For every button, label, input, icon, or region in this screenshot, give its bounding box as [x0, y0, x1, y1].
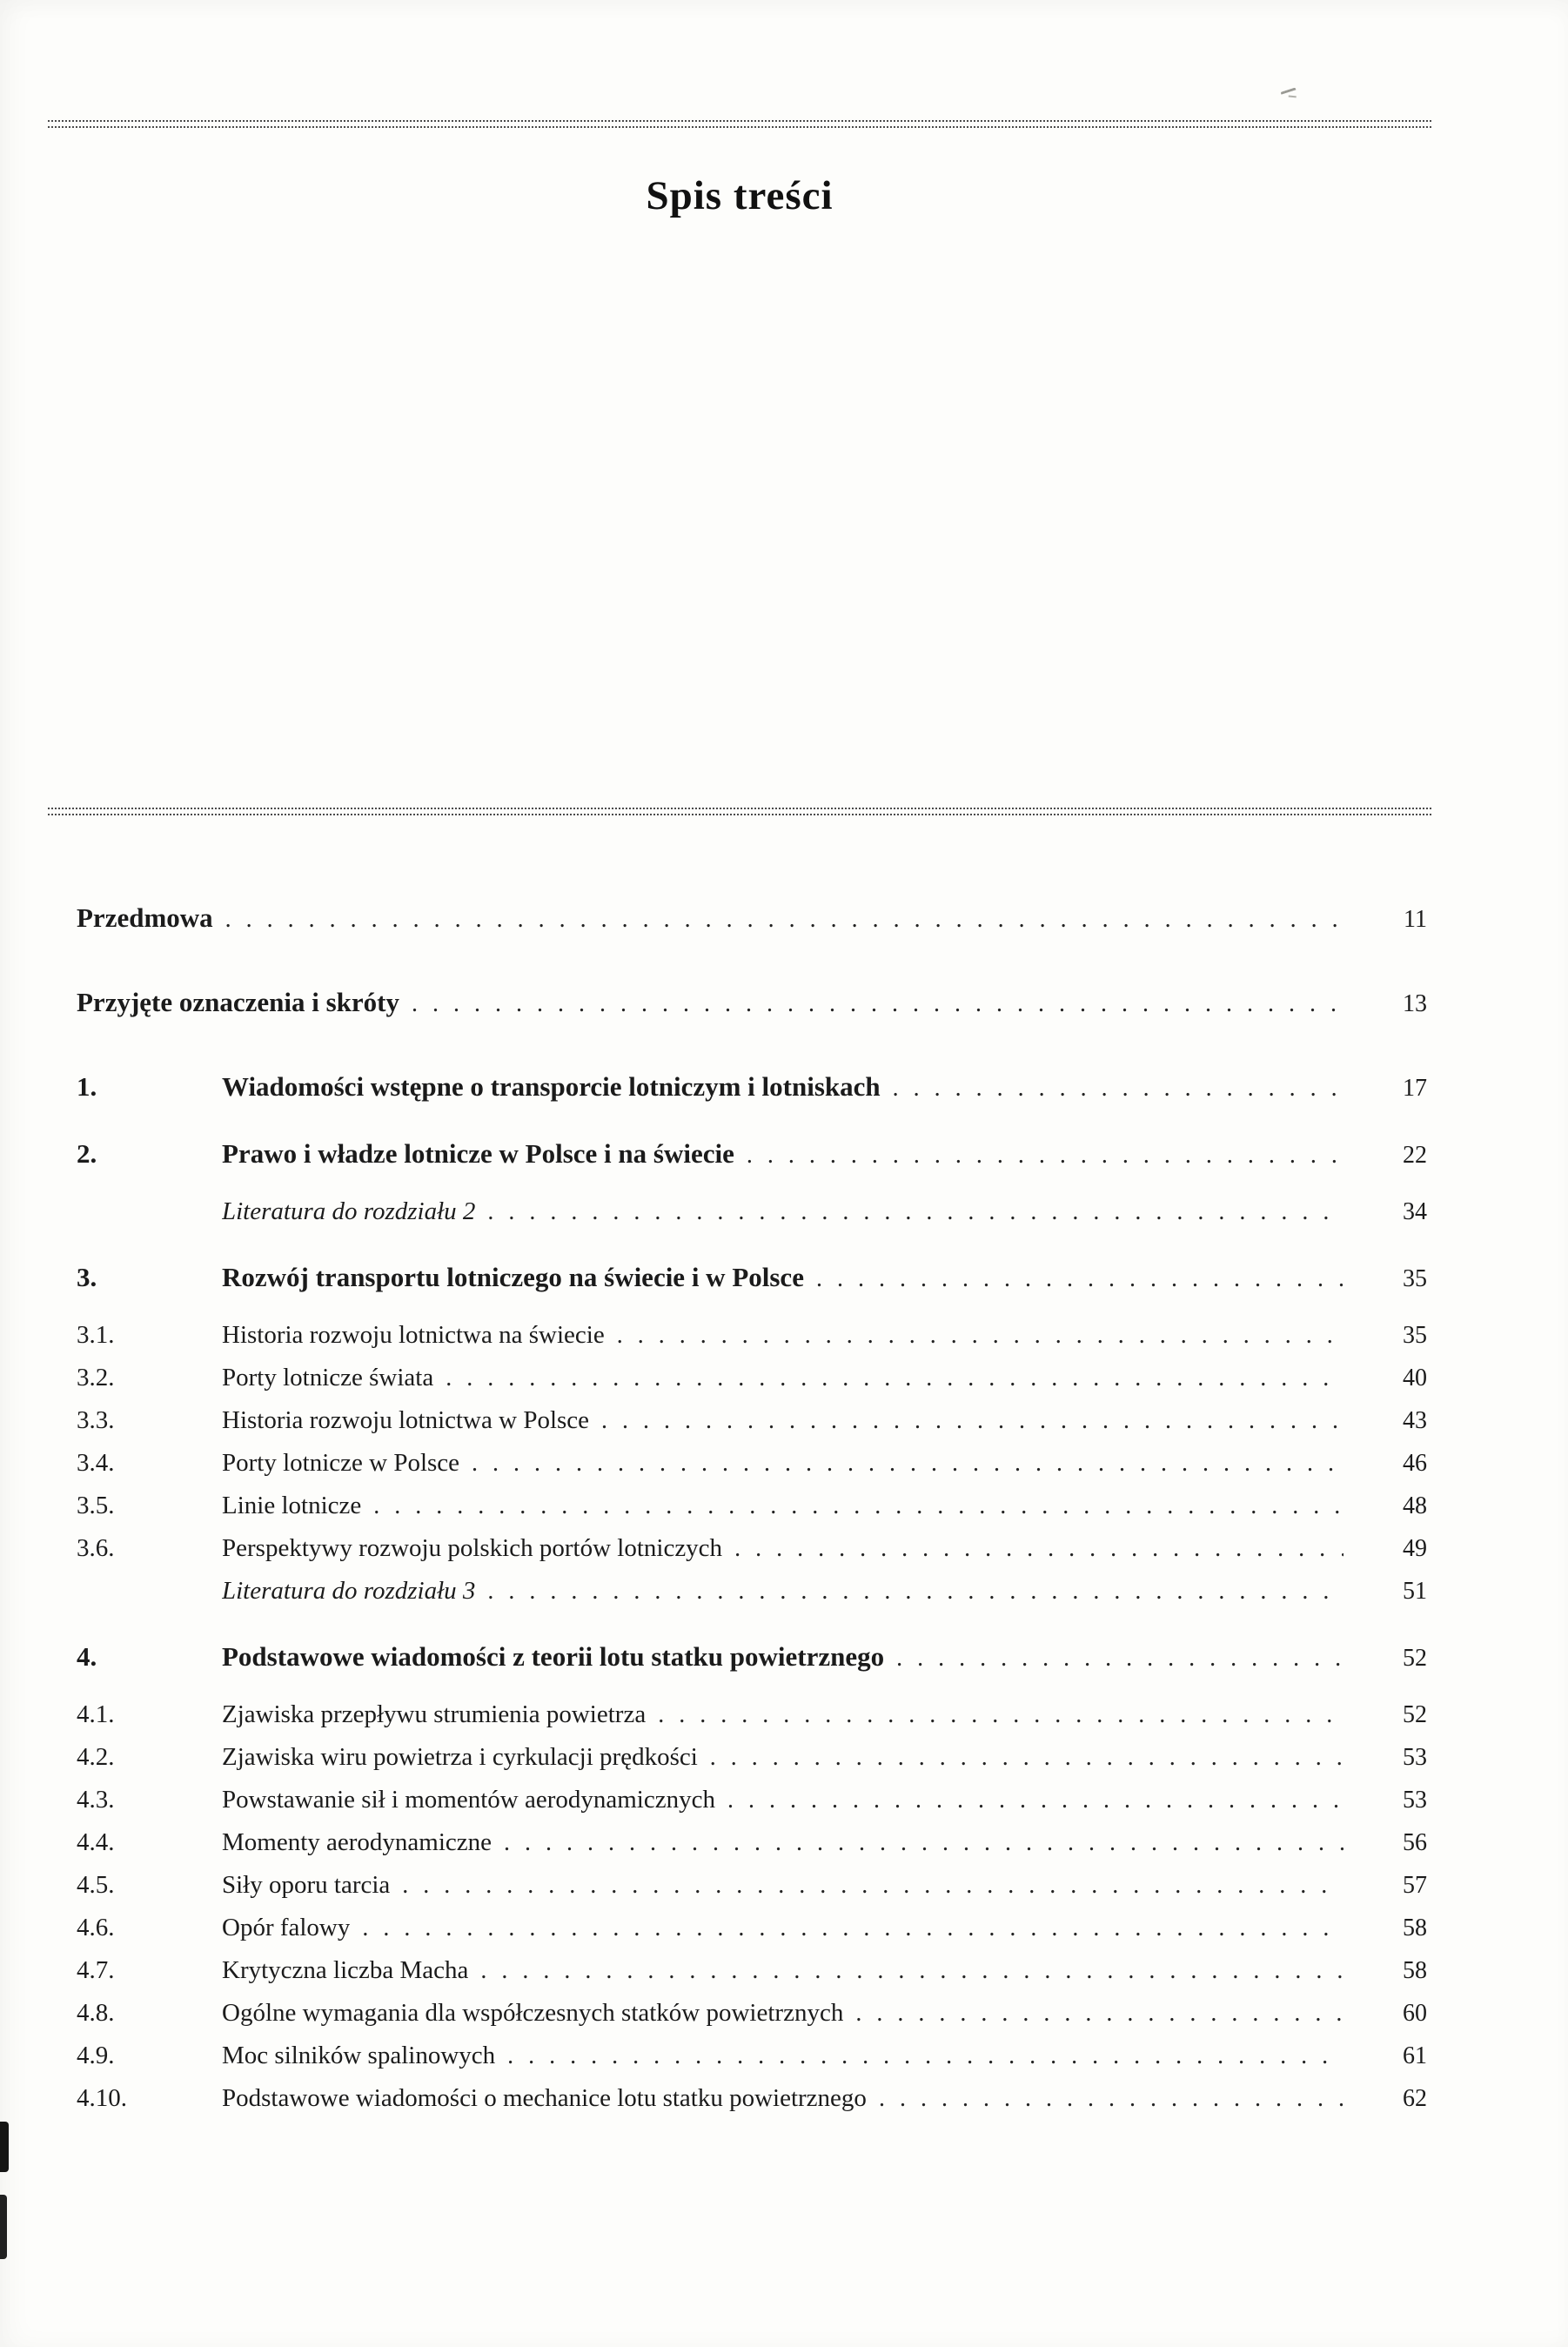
toc-entry-label: Krytyczna liczba Macha: [222, 1956, 469, 1984]
toc-entry-number: 4.: [77, 1641, 97, 1672]
dot-leader: [362, 1907, 1344, 1949]
toc-row: [77, 2077, 1427, 2120]
toc-entry-label: Przedmowa: [77, 902, 213, 933]
toc-entry-label: Powstawanie sił i momentów aerodynamicznych: [222, 1786, 715, 1814]
toc-entry-number: 3.4.: [77, 1449, 115, 1477]
toc-row: [77, 981, 1427, 1025]
dot-leader: [855, 1992, 1344, 2035]
dot-leader: [879, 2077, 1344, 2120]
dot-leader: [446, 1357, 1344, 1399]
toc-row: [77, 1949, 1427, 1992]
toc-entry-page: 46: [1403, 1450, 1427, 1477]
toc-entry-label: Historia rozwoju lotnictwa w Polsce: [222, 1406, 590, 1434]
toc-row: [77, 1570, 1427, 1613]
dot-leader: [472, 1442, 1344, 1485]
scan-edge-artifact: [0, 2195, 7, 2259]
toc-entry-label: Linie lotnicze: [222, 1492, 362, 1519]
toc-entry-label: Porty lotnicze w Polsce: [222, 1449, 460, 1477]
top-divider-rule: [48, 120, 1431, 128]
dot-leader: [658, 1693, 1344, 1736]
toc-row: [77, 1065, 1427, 1110]
toc-entry-number: 4.8.: [77, 1999, 115, 2027]
toc-entry-number: 4.6.: [77, 1914, 115, 1941]
toc-row: [77, 1190, 1427, 1233]
toc-row: [77, 1357, 1427, 1399]
toc-entry-page: 53: [1403, 1787, 1427, 1814]
toc-entry-label: Porty lotnicze świata: [222, 1364, 434, 1391]
toc-entry-label: Momenty aerodynamiczne: [222, 1828, 493, 1856]
toc-entry-label: Perspektywy rozwoju polskich portów lotniczych: [222, 1534, 723, 1562]
middle-divider-rule: [48, 808, 1431, 815]
toc-row: [77, 1821, 1427, 1864]
toc-entry-page: 35: [1403, 1265, 1427, 1292]
page-title: Spis treści: [646, 173, 834, 218]
toc-entry-number: 3.6.: [77, 1534, 115, 1562]
toc-entry-page: 58: [1403, 1914, 1427, 1941]
toc-entry-number: 3.1.: [77, 1321, 115, 1349]
dot-leader: [734, 1527, 1344, 1570]
toc-row: [77, 1779, 1427, 1821]
scan-smudge-mark: [1281, 87, 1297, 97]
toc-entry-number: 4.5.: [77, 1871, 115, 1899]
dot-leader: [487, 1570, 1344, 1613]
toc-entry-page: 35: [1403, 1322, 1427, 1349]
dot-leader: [373, 1485, 1344, 1527]
toc-entry-label: Ogólne wymagania dla współczesnych statków powietrznych: [222, 1999, 844, 2027]
toc-entry-page: 52: [1403, 1701, 1427, 1728]
toc-entry-page: 52: [1403, 1645, 1427, 1672]
toc-entry-page: 58: [1403, 1957, 1427, 1984]
dot-leader: [480, 1949, 1344, 1992]
toc-entry-label: Literatura do rozdziału 2: [222, 1197, 476, 1225]
dot-leader: [601, 1399, 1344, 1442]
toc-entry-page: 11: [1404, 906, 1427, 933]
toc-row: [77, 1864, 1427, 1907]
toc-entry-number: 4.1.: [77, 1700, 115, 1728]
dot-leader: [727, 1779, 1344, 1821]
toc-entry-page: 60: [1403, 2000, 1427, 2027]
dot-leader: [487, 1190, 1344, 1233]
toc-row: [77, 1314, 1427, 1357]
toc-entry-page: 17: [1403, 1075, 1427, 1102]
toc-entry-label: Podstawowe wiadomości o mechanice lotu statku powietrznego: [222, 2084, 867, 2112]
toc-entry-page: 43: [1403, 1407, 1427, 1434]
toc-entry-label: Podstawowe wiadomości z teorii lotu statku powietrznego: [222, 1641, 885, 1672]
toc-entry-number: 3.5.: [77, 1492, 115, 1519]
toc-entry-page: 13: [1403, 990, 1427, 1017]
dot-leader: [225, 898, 1344, 941]
toc-row: [77, 1485, 1427, 1527]
toc-entry-number: 4.3.: [77, 1786, 115, 1814]
dot-leader: [507, 2035, 1344, 2077]
toc-entry-number: 4.2.: [77, 1743, 115, 1771]
toc-entry-number: 3.2.: [77, 1364, 115, 1391]
dot-leader: [816, 1257, 1344, 1300]
dot-leader: [896, 1637, 1344, 1680]
toc-row: [77, 1693, 1427, 1736]
toc-row: [77, 1132, 1427, 1177]
toc-entry-label: Moc silników spalinowych: [222, 2042, 496, 2069]
toc-row: [77, 1442, 1427, 1485]
toc-entry-page: 34: [1403, 1198, 1427, 1225]
toc-entry-page: 56: [1403, 1829, 1427, 1856]
toc-row: [77, 1527, 1427, 1570]
toc-entry-number: 4.10.: [77, 2084, 127, 2112]
toc-entry-label: Historia rozwoju lotnictwa na świecie: [222, 1321, 605, 1349]
toc-entry-number: 4.7.: [77, 1956, 115, 1984]
toc-entry-label: Prawo i władze lotnicze w Polsce i na świecie: [222, 1138, 734, 1169]
toc-row: [77, 1399, 1427, 1442]
toc-entry-label: Zjawiska wiru powietrza i cyrkulacji prędkości: [222, 1743, 698, 1771]
dot-leader: [402, 1864, 1344, 1907]
toc-row: [77, 1635, 1427, 1680]
table-of-contents: [77, 896, 1427, 2120]
dot-leader: [893, 1067, 1344, 1110]
toc-entry-label: Rozwój transportu lotniczego na świecie i w Polsce: [222, 1262, 804, 1292]
toc-row: [77, 1907, 1427, 1949]
toc-entry-label: Opór falowy: [222, 1914, 351, 1941]
toc-entry-page: 22: [1403, 1142, 1427, 1169]
toc-entry-number: 3.3.: [77, 1406, 115, 1434]
dot-leader: [617, 1314, 1344, 1357]
toc-entry-page: 53: [1403, 1744, 1427, 1771]
toc-entry-page: 62: [1403, 2085, 1427, 2112]
toc-entry-label: Wiadomości wstępne o transporcie lotniczym i lotniskach: [222, 1071, 881, 1102]
toc-entry-label: Zjawiska przepływu strumienia powietrza: [222, 1700, 647, 1728]
toc-entry-page: 40: [1403, 1365, 1427, 1391]
toc-entry-label: Przyjęte oznaczenia i skróty: [77, 987, 400, 1017]
toc-entry-number: 1.: [77, 1071, 97, 1102]
toc-entry-number: 4.4.: [77, 1828, 115, 1856]
toc-entry-page: 51: [1403, 1578, 1427, 1605]
toc-entry-label: Siły oporu tarcia: [222, 1871, 391, 1899]
toc-entry-page: 57: [1403, 1872, 1427, 1899]
toc-row: [77, 896, 1427, 941]
dot-leader: [710, 1736, 1344, 1779]
toc-row: [77, 2035, 1427, 2077]
toc-entry-number: 4.9.: [77, 2042, 115, 2069]
toc-row: [77, 1736, 1427, 1779]
toc-entry-number: 3.: [77, 1262, 97, 1292]
scan-edge-artifact: [0, 2122, 9, 2172]
toc-entry-number: 2.: [77, 1138, 97, 1169]
toc-entry-label: Literatura do rozdziału 3: [222, 1577, 476, 1605]
toc-entry-page: 48: [1403, 1492, 1427, 1519]
dot-leader: [412, 982, 1344, 1025]
toc-entry-page: 49: [1403, 1535, 1427, 1562]
toc-entry-page: 61: [1403, 2042, 1427, 2069]
dot-leader: [747, 1134, 1344, 1177]
dot-leader: [504, 1821, 1344, 1864]
toc-row: [77, 1992, 1427, 2035]
toc-row: [77, 1256, 1427, 1300]
